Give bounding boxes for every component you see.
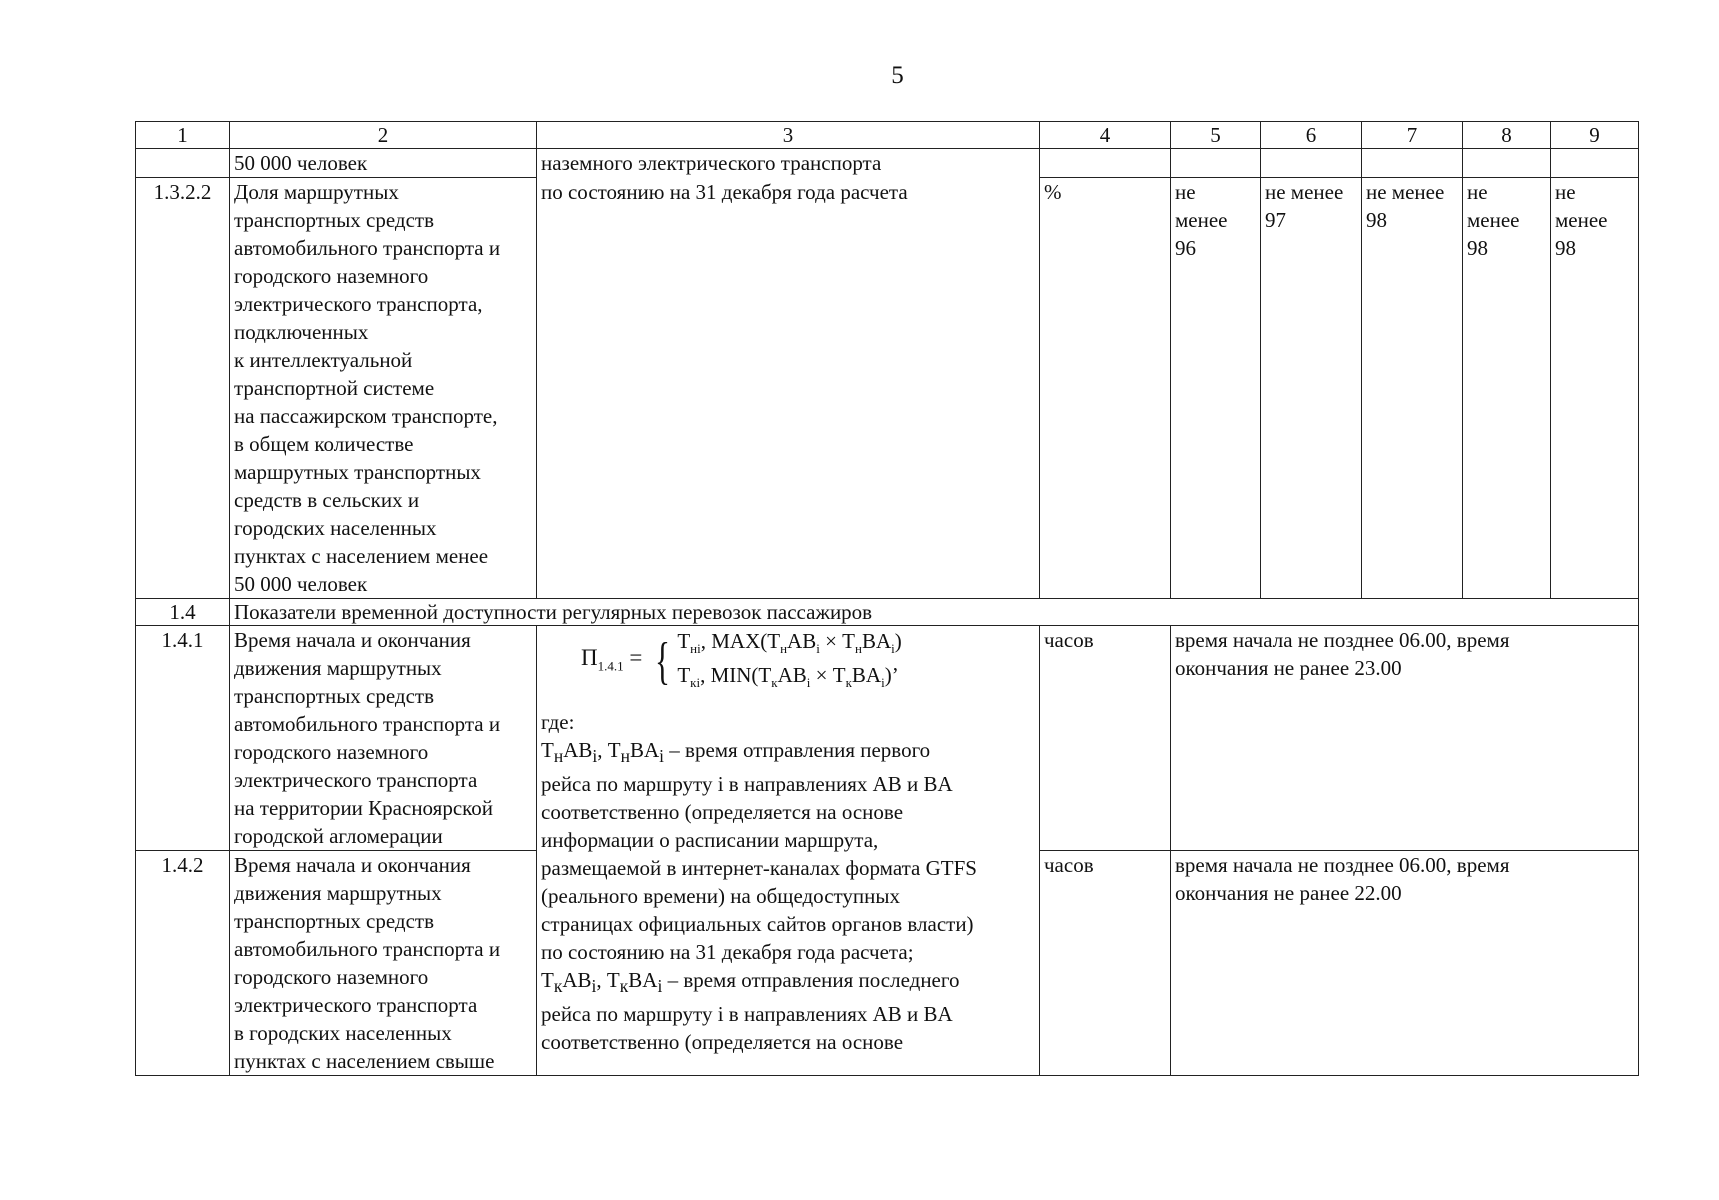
indicators-table (135, 121, 1639, 1076)
indicator-code: 1.3.2.2 (136, 178, 230, 599)
indicator-code: 1.4.2 (136, 851, 230, 1076)
indicator-unit: часов (1040, 626, 1171, 851)
where-label: где: (541, 710, 575, 734)
formula-lhs: $П_{1.4.1}$ = (581, 644, 643, 674)
variable-description-last: $Т_кAB_i$, $Т_кBA_i$ – время отправления последнего рейса по маршруту i в направлениях AB и BA соответственно (определяется на основе (541, 968, 960, 1055)
target-value: не менее 97 (1261, 178, 1362, 599)
indicator-name: Доля маршрутных транспортных средств автомобильного транспорта и городского наземного электрического транспорта, подключенных к интеллектуальной транспортной системе на пассажирском транспорте, в общем количестве маршрутных транспортных средств в сельских и городских населенных пунктах с населением менее 50 000 человек (230, 178, 537, 599)
formula-case-min: $Т_{кi}$, $MIN(Т_кAB_i \times Т_кBA_i)$’ (677, 663, 899, 691)
empty-cell (136, 149, 230, 178)
indicator-unit: часов (1040, 851, 1171, 1076)
section-code: 1.4 (136, 599, 230, 626)
header-cell-8: 8 (1463, 122, 1551, 149)
indicator-unit: % (1040, 178, 1171, 599)
empty-cell (1171, 149, 1261, 178)
empty-cell (1040, 149, 1171, 178)
empty-cell (1261, 149, 1362, 178)
indicator-method: по состоянию на 31 декабря года расчета (537, 178, 1040, 599)
target-value: не менее 98 (1362, 178, 1463, 599)
header-cell-2: 2 (230, 122, 537, 149)
target-value: не менее 98 (1551, 178, 1639, 599)
indicator-name: Время начала и окончания движения маршрутных транспортных средств автомобильного транспорта и городского наземного электрического транспорта на территории Красноярской городской агломерации (230, 626, 537, 851)
brace-icon: { (655, 633, 671, 690)
empty-cell (1463, 149, 1551, 178)
header-cell-4: 4 (1040, 122, 1171, 149)
page-number: 5 (891, 62, 904, 89)
indicator-method (537, 626, 1040, 1076)
formula-case-max: $Т_{нi}$, $MAX(Т_нAB_i \times Т_нBA_i)$ (677, 628, 902, 656)
empty-cell (1362, 149, 1463, 178)
header-cell-5: 5 (1171, 122, 1261, 149)
header-cell-7: 7 (1362, 122, 1463, 149)
continuation-method: наземного электрического транспорта (537, 149, 1040, 178)
header-cell-3: 3 (537, 122, 1040, 149)
indicator-code: 1.4.1 (136, 626, 230, 851)
header-row (136, 122, 1639, 149)
header-cell-1: 1 (136, 122, 230, 149)
section-row (136, 599, 1639, 626)
empty-cell (1551, 149, 1639, 178)
header-cell-9: 9 (1551, 122, 1639, 149)
target-value: время начала не позднее 06.00, время окончания не ранее 23.00 (1171, 626, 1639, 851)
indicator-name: Время начала и окончания движения маршрутных транспортных средств автомобильного транспорта и городского наземного электрического транспорта в городских населенных пунктах с населением свыше (230, 851, 537, 1076)
header-cell-6: 6 (1261, 122, 1362, 149)
table-row (136, 626, 1639, 851)
target-value: время начала не позднее 06.00, время окончания не ранее 22.00 (1171, 851, 1639, 1076)
target-value: не менее 96 (1171, 178, 1261, 599)
section-title: Показатели временной доступности регулярных перевозок пассажиров (230, 599, 1639, 626)
table-row (136, 178, 1639, 599)
formula (541, 626, 1035, 698)
target-value: не менее 98 (1463, 178, 1551, 599)
formula-cases (677, 628, 901, 696)
continuation-row (136, 149, 1639, 178)
variable-description-first: $Т_нAB_i$, $Т_нBA_i$ – время отправления первого рейса по маршруту i в направлениях AB и BA соответственно (определяется на основе информации о расписании маршрута, размещаемой в интернет-каналах формата GTFS (реального времени) на общедоступных страницах официальных сайтов органов власти) по состоянию на 31 декабря года расчета; (541, 738, 977, 965)
continuation-name: 50 000 человек (230, 149, 537, 178)
